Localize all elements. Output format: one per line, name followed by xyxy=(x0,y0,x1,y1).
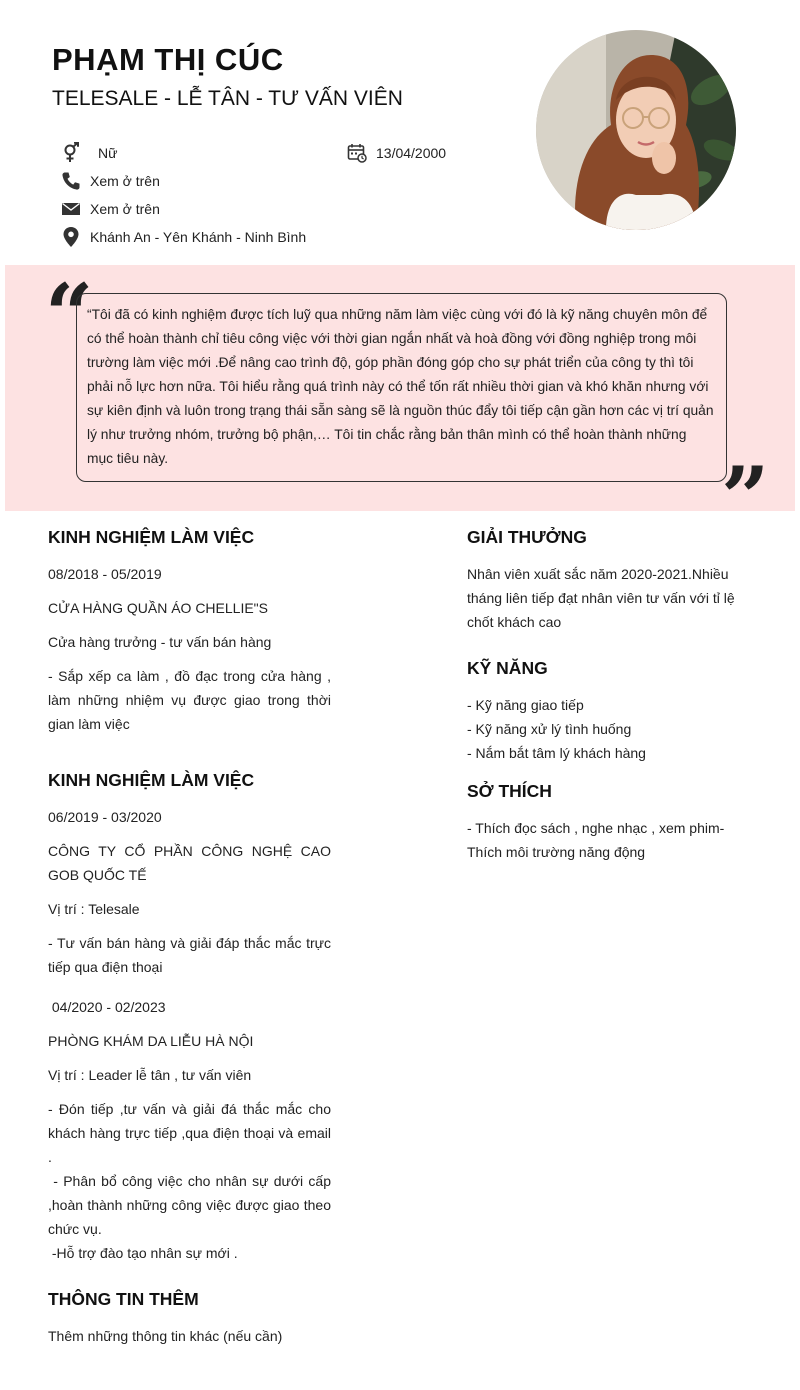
calendar-icon xyxy=(346,142,368,164)
experience-3-description-a: - Đón tiếp ,tư vấn và giải đá thắc mắc cho khách hàng trực tiếp ,qua điện thoại và email . xyxy=(48,1101,331,1165)
phone-row xyxy=(60,170,160,192)
phone-value: Xem ở trên xyxy=(90,173,160,189)
experience-2-position: Vị trí : Telesale xyxy=(48,901,140,917)
envelope-icon xyxy=(60,198,82,220)
experience-3-company: PHÒNG KHÁM DA LIỄU HÀ NỘI xyxy=(48,1033,254,1049)
job-title: TELESALE - LỄ TÂN - TƯ VẤN VIÊN xyxy=(52,87,403,110)
skill-item: - Kỹ năng xử lý tình huống xyxy=(467,721,632,737)
experience-heading-2: KINH NGHIỆM LÀM VIỆC xyxy=(48,770,255,790)
experience-1-company: CỬA HÀNG QUẦN ÁO CHELLIE"S xyxy=(48,600,268,616)
phone-icon xyxy=(60,170,82,192)
address-value: Khánh An - Yên Khánh - Ninh Bình xyxy=(90,229,307,245)
open-quote-icon: “ xyxy=(45,265,94,364)
skills-heading: KỸ NĂNG xyxy=(467,658,548,678)
birthday-row xyxy=(346,142,446,164)
experience-heading-1: KINH NGHIỆM LÀM VIỆC xyxy=(48,527,255,547)
avatar xyxy=(536,30,736,230)
address-row xyxy=(60,226,306,248)
gender-value: Nữ xyxy=(98,145,118,161)
skill-item: - Kỹ năng giao tiếp xyxy=(467,697,584,713)
experience-1-description: - Sắp xếp ca làm , đồ đạc trong cửa hàng , làm những nhiệm vụ được giao trong thời gian làm việc xyxy=(48,668,331,732)
experience-3-description-b: - Phân bổ công việc cho nhân sự dưới cấp ,hoàn thành những công việc được giao theo chức vụ. xyxy=(48,1173,335,1237)
experience-1-position: Cửa hàng trưởng - tư vấn bán hàng xyxy=(48,634,272,650)
extra-info-heading: THÔNG TIN THÊM xyxy=(48,1289,199,1309)
gender-row xyxy=(60,142,117,164)
awards-heading: GIẢI THƯỞNG xyxy=(467,527,587,547)
hobbies-heading: SỞ THÍCH xyxy=(467,781,552,801)
birthday-value: 13/04/2000 xyxy=(376,145,447,161)
location-pin-icon xyxy=(60,226,82,248)
experience-3-period: 04/2020 - 02/2023 xyxy=(48,999,166,1015)
experience-2-period: 06/2019 - 03/2020 xyxy=(48,809,162,825)
email-value: Xem ở trên xyxy=(90,201,160,217)
awards-text: Nhân viên xuất sắc năm 2020-2021.Nhiều tháng liên tiếp đạt nhân viên tư vấn với tỉ lệ chốt khách cao xyxy=(467,566,735,630)
candidate-name: PHẠM THỊ CÚC xyxy=(52,42,284,77)
experience-3-description-c: -Hỗ trợ đào tạo nhân sự mới . xyxy=(48,1245,238,1261)
gender-icon xyxy=(60,142,82,164)
objective-text: “Tôi đã có kinh nghiệm được tích luỹ qua những năm làm việc cùng với đó là kỹ năng chuyên môn để có thể hoàn thành chỉ tiêu công việc với thời gian ngắn nhất và hoà đồng với đồng nghiệp trong môi trường làm việc mới .Để nâng cao trình độ, góp phần đóng góp cho sự phát triển của công ty thì tôi phải nỗ lực hơn nữa. Tôi hiểu rằng quá trình này có thể tốn rất nhiều thời gian và khó khăn nhưng với sự kiên định và luôn trong trạng thái sẵn sàng sẽ là nguồn thúc đẩy tôi tiếp cận gần hơn các vị trí quản lý như trưởng nhóm, trưởng bộ phận,… Tôi tin chắc rằng bản thân mình có thể hoàn thành những mục tiêu này. xyxy=(87,307,714,466)
email-row xyxy=(60,198,160,220)
objective-box xyxy=(76,293,727,482)
experience-1-period: 08/2018 - 05/2019 xyxy=(48,566,162,582)
hobbies-text: - Thích đọc sách , nghe nhạc , xem phim- Thích môi trường năng động xyxy=(467,820,725,860)
extra-info-text: Thêm những thông tin khác (nếu cần) xyxy=(48,1328,283,1344)
experience-3-position: Vị trí : Leader lễ tân , tư vấn viên xyxy=(48,1067,252,1083)
close-quote-icon: ” xyxy=(721,448,770,547)
experience-2-company: CÔNG TY CỔ PHẦN CÔNG NGHỆ CAO GOB QUỐC TẾ xyxy=(48,843,331,883)
skill-item: - Nắm bắt tâm lý khách hàng xyxy=(467,745,646,761)
experience-2-description: - Tư vấn bán hàng và giải đáp thắc mắc trực tiếp qua điện thoại xyxy=(48,935,331,975)
